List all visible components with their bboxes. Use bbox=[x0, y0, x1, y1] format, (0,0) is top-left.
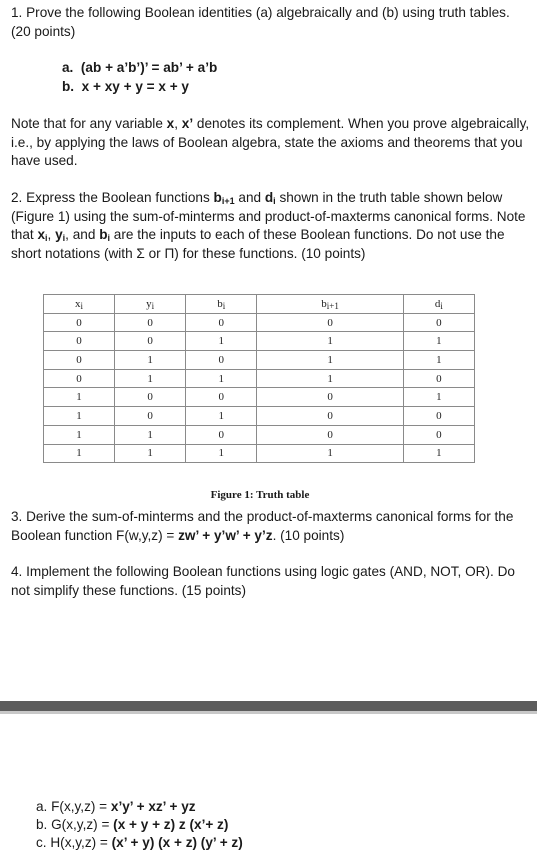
question-2-text bbox=[11, 189, 531, 263]
note-variable-x-complement: x’ bbox=[181, 116, 194, 131]
table-cell: 1 bbox=[44, 425, 115, 444]
q2-text: shown in the truth table shown below (Figure 1) using the sum-of-minterms and product-of-maxterms canonical forms. Note that bbox=[11, 190, 526, 242]
table-cell: 1 bbox=[403, 444, 474, 463]
page-divider-shadow bbox=[0, 711, 537, 714]
table-cell: 0 bbox=[186, 425, 257, 444]
table-cell: 1 bbox=[115, 369, 186, 388]
table-cell: 0 bbox=[257, 388, 404, 407]
table-cell: 0 bbox=[115, 313, 186, 332]
question-4-text bbox=[11, 563, 531, 600]
table-row bbox=[44, 444, 475, 463]
table-cell: 1 bbox=[115, 351, 186, 370]
table-cell: 0 bbox=[403, 407, 474, 426]
table-cell: 1 bbox=[403, 351, 474, 370]
table-cell: 0 bbox=[44, 369, 115, 388]
table-cell: 1 bbox=[186, 407, 257, 426]
table-row bbox=[44, 407, 475, 426]
table-cell: 0 bbox=[115, 407, 186, 426]
table-cell: 1 bbox=[257, 369, 404, 388]
function-label: a. F(x,y,z) = bbox=[36, 799, 111, 814]
question-1a-expression: (ab + a’b’)’ = ab’ + a’b bbox=[80, 60, 218, 75]
q3-text: . (10 points) bbox=[272, 527, 345, 543]
table-cell: 1 bbox=[115, 444, 186, 463]
table-cell: 0 bbox=[403, 425, 474, 444]
q2-text: are the inputs to each of these Boolean functions. Do not use the short notations (with Σ or Π) for these functions. (10 points) bbox=[11, 227, 505, 261]
question-1b-expression: x + xy + y = x + y bbox=[81, 79, 189, 94]
table-cell: 1 bbox=[403, 332, 474, 351]
table-cell: 0 bbox=[186, 313, 257, 332]
column-header: $b_{i+1}$ bbox=[257, 295, 404, 314]
table-cell: 1 bbox=[186, 369, 257, 388]
question-1-text: 1. Prove the following Boolean identities (a) algebraically and (b) using truth tables. (20 points) bbox=[11, 5, 510, 39]
q2-text: , bbox=[47, 227, 56, 242]
page-divider bbox=[0, 701, 537, 711]
note-text: , bbox=[174, 116, 182, 131]
table-cell: 1 bbox=[257, 351, 404, 370]
question-1b bbox=[62, 78, 189, 97]
table-cell: 0 bbox=[257, 407, 404, 426]
note-variable-x: x bbox=[166, 116, 175, 131]
q3-text: 3. Derive the sum-of-minterms and the product-of-maxterms canonical forms for the Boolean function F(w,y,z) = bbox=[11, 509, 514, 543]
table-cell: 0 bbox=[44, 351, 115, 370]
function-item-b bbox=[36, 816, 228, 834]
note-text: denotes its complement. When you prove algebraically, i.e., by applying the laws of Boolean algebra, state the axioms and theorems that you have used. bbox=[11, 116, 530, 168]
table-cell: 1 bbox=[403, 388, 474, 407]
question-1b-label: b. bbox=[62, 79, 75, 94]
table-cell: 0 bbox=[186, 351, 257, 370]
table-cell: 0 bbox=[44, 332, 115, 351]
function-expression: (x’ + y) (x + z) (y’ + z) bbox=[111, 835, 243, 850]
q4-text: 4. Implement the following Boolean functions using logic gates (AND, NOT, OR). Do not simplify these functions. (15 points) bbox=[11, 564, 515, 598]
var-y: $y_i$ bbox=[55, 227, 66, 243]
note-text: Note that for any variable bbox=[11, 116, 167, 131]
function-expression: x’y’ + xz’ + yz bbox=[110, 799, 196, 814]
column-header: $y_i$ bbox=[115, 295, 186, 314]
var-b: $b_i$ bbox=[99, 227, 111, 243]
table-cell: 1 bbox=[257, 444, 404, 463]
table-cell: 0 bbox=[403, 313, 474, 332]
table-row bbox=[44, 351, 475, 370]
table-cell: 1 bbox=[44, 407, 115, 426]
table-cell: 1 bbox=[44, 444, 115, 463]
column-header: $b_i$ bbox=[186, 295, 257, 314]
question-3-text bbox=[11, 508, 531, 545]
question-1a-label: a. bbox=[62, 60, 74, 75]
table-row bbox=[44, 332, 475, 351]
table-cell: 0 bbox=[115, 332, 186, 351]
table-cell: 0 bbox=[186, 388, 257, 407]
var-x: $x_i$ bbox=[37, 227, 48, 243]
table-cell: 0 bbox=[115, 388, 186, 407]
table-row bbox=[44, 313, 475, 332]
q2-text: and bbox=[234, 190, 265, 205]
function-label: b. G(x,y,z) = bbox=[36, 817, 114, 832]
table-cell: 1 bbox=[115, 425, 186, 444]
truth-table-header-row bbox=[44, 295, 475, 314]
table-cell: 0 bbox=[403, 369, 474, 388]
table-cell: 1 bbox=[186, 332, 257, 351]
figure-caption: Figure 1: Truth table bbox=[210, 489, 310, 501]
column-header: $d_i$ bbox=[403, 295, 474, 314]
table-row bbox=[44, 388, 475, 407]
function-label: c. H(x,y,z) = bbox=[36, 835, 112, 850]
table-row bbox=[44, 369, 475, 388]
var-b-next: $b_{i+1}$ bbox=[213, 190, 235, 206]
table-cell: 0 bbox=[44, 313, 115, 332]
table-cell: 1 bbox=[257, 332, 404, 351]
question-1a bbox=[62, 59, 217, 78]
q3-expression: zw’ + y’w’ + y’z bbox=[178, 527, 273, 543]
table-cell: 0 bbox=[257, 425, 404, 444]
var-d: $d_i$ bbox=[264, 190, 276, 206]
truth-table bbox=[43, 294, 475, 463]
table-row bbox=[44, 425, 475, 444]
table-cell: 1 bbox=[44, 388, 115, 407]
function-expression: (x + y + z) z (x’+ z) bbox=[113, 817, 229, 832]
table-cell: 0 bbox=[257, 313, 404, 332]
function-item-a bbox=[36, 798, 196, 816]
question-1-intro bbox=[11, 4, 531, 41]
q2-text: , and bbox=[65, 227, 100, 242]
function-item-c bbox=[36, 834, 243, 852]
q2-text: 2. Express the Boolean functions bbox=[11, 190, 214, 205]
question-1-note bbox=[11, 115, 531, 171]
table-cell: 1 bbox=[186, 444, 257, 463]
column-header: $x_i$ bbox=[44, 295, 115, 314]
